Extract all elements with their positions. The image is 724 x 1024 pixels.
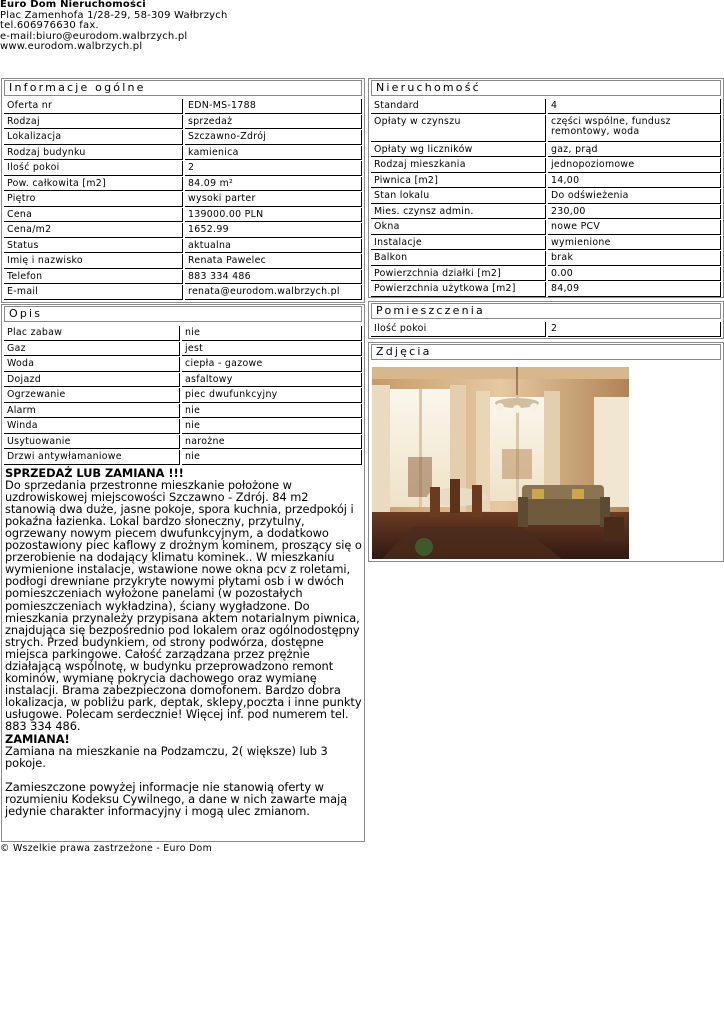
general-info-table [2, 98, 364, 301]
feature-row [4, 357, 362, 372]
field-value: kamienica [185, 146, 362, 161]
agency-email[interactable]: e-mail:biuro@eurodom.walbrzych.pl [0, 30, 188, 42]
field-value: 2 [185, 161, 362, 176]
info-row [4, 161, 362, 176]
property-row [371, 99, 721, 114]
field-value: brak [548, 251, 721, 266]
feature-row [4, 388, 362, 403]
field-label: Mies. czynsz admin. [371, 205, 546, 220]
field-value: aktualna [185, 239, 362, 254]
field-value: części wspólne, fundusz remontowy, woda [548, 115, 721, 142]
field-label: Piwnica [m2] [371, 174, 546, 189]
feature-row [4, 435, 362, 450]
field-value: sprzedaż [185, 115, 362, 130]
field-value: 1652.99 [185, 223, 362, 238]
field-value: 84.09 m² [185, 177, 362, 192]
field-label: Opłaty wg liczników [371, 143, 546, 158]
field-label: Oferta nr [4, 99, 183, 114]
agency-name: Euro Dom Nieruchomości [0, 0, 146, 10]
info-row [4, 130, 362, 145]
field-value: nie [182, 404, 362, 419]
info-row [4, 223, 362, 238]
feature-row [4, 450, 362, 465]
field-value: 14,00 [548, 174, 721, 189]
description-title: Opis [4, 306, 362, 322]
field-label: Plac zabaw [4, 326, 180, 341]
field-value: nowe PCV [548, 220, 721, 235]
field-value: Do odświeżenia [548, 189, 721, 204]
field-label: Ilość pokoi [4, 161, 183, 176]
field-value: narożne [182, 435, 362, 450]
rooms-table [369, 321, 723, 338]
field-label: Opłaty w czynszu [371, 115, 546, 142]
field-label: Piętro [4, 192, 183, 207]
field-label: Lokalizacja [4, 130, 183, 145]
field-value: wymienione [548, 236, 721, 251]
field-value: 230,00 [548, 205, 721, 220]
feature-row [4, 326, 362, 341]
photos-title: Zdjęcia [371, 344, 721, 360]
field-value: asfaltowy [182, 373, 362, 388]
description-panel [1, 304, 365, 842]
field-value: renata@eurodom.walbrzych.pl [185, 285, 362, 300]
field-label: Instalacje [371, 236, 546, 251]
field-value: nie [182, 450, 362, 465]
general-info-title: Informacje ogólne [4, 80, 362, 96]
description-text [2, 466, 364, 818]
field-label: Telefon [4, 270, 183, 285]
field-label: Standard [371, 99, 546, 114]
field-value: EDN-MS-1788 [185, 99, 362, 114]
field-value: Renata Pawelec [185, 254, 362, 269]
field-label: Imię i nazwisko [4, 254, 183, 269]
feature-row [4, 404, 362, 419]
info-row [4, 270, 362, 285]
disclaimer: Zamieszczone powyżej informacje nie stanowią oferty w rozumieniu Kodeksu Cywilnego, a dane w nich zawarte mają jedynie charakter informacyjny i mogą ulec zmianom. [5, 779, 348, 819]
field-label: Alarm [4, 404, 180, 419]
property-row [371, 189, 721, 204]
rooms-panel [368, 301, 724, 339]
general-info-panel [1, 78, 365, 303]
agency-address: Plac Zamenhofa 1/28-29, 58-309 Wałbrzych [0, 9, 228, 21]
field-value: 4 [548, 99, 721, 114]
info-row [4, 146, 362, 161]
field-label: Rodzaj [4, 115, 183, 130]
field-value: 883 334 486 [185, 270, 362, 285]
property-row [371, 220, 721, 235]
agency-header [0, 0, 228, 53]
field-value: 139000.00 PLN [185, 208, 362, 223]
field-value: jednopoziomowe [548, 158, 721, 173]
info-row [4, 115, 362, 130]
info-row [4, 285, 362, 300]
property-row [371, 158, 721, 173]
info-row [4, 239, 362, 254]
features-table [2, 325, 364, 466]
field-value: ciepła - gazowe [182, 357, 362, 372]
field-value: gaz, prąd [548, 143, 721, 158]
field-label: Ogrzewanie [4, 388, 180, 403]
feature-row [4, 419, 362, 434]
field-label: Winda [4, 419, 180, 434]
field-value: piec dwufunkcyjny [182, 388, 362, 403]
property-row [371, 115, 721, 142]
field-label: Powierzchnia działki [m2] [371, 267, 546, 282]
field-label: Stan lokalu [371, 189, 546, 204]
property-row [371, 251, 721, 266]
info-row [4, 192, 362, 207]
description-heading-sale: SPRZEDAŻ LUB ZAMIANA !!! [5, 465, 184, 480]
field-label: Powierzchnia użytkowa [m2] [371, 282, 546, 297]
field-value: 0.00 [548, 267, 721, 282]
description-heading-exchange: ZAMIANA! [5, 731, 70, 746]
property-title: Nieruchomość [371, 80, 721, 96]
info-row [4, 99, 362, 114]
field-value: jest [182, 342, 362, 357]
property-row [371, 205, 721, 220]
field-label: Ilość pokoi [371, 322, 546, 337]
field-label: Dojazd [4, 373, 180, 388]
field-label: Balkon [371, 251, 546, 266]
property-row [371, 174, 721, 189]
property-row [371, 236, 721, 251]
field-value: wysoki parter [185, 192, 362, 207]
field-label: Woda [4, 357, 180, 372]
photos-panel [368, 342, 724, 562]
field-label: Status [4, 239, 183, 254]
info-row [4, 177, 362, 192]
field-value: Szczawno-Zdrój [185, 130, 362, 145]
field-label: Rodzaj mieszkania [371, 158, 546, 173]
property-table [369, 98, 723, 298]
field-value: 84,09 [548, 282, 721, 297]
agency-website[interactable]: www.eurodom.walbrzych.pl [0, 41, 143, 53]
field-label: Okna [371, 220, 546, 235]
rooms-title: Pomieszczenia [371, 303, 721, 319]
feature-row [4, 342, 362, 357]
field-value: nie [182, 326, 362, 341]
room-row [371, 322, 721, 337]
property-panel [368, 78, 724, 298]
field-label: Cena/m2 [4, 223, 183, 238]
agency-phone: tel.606976630 fax. [0, 20, 99, 32]
field-label: Gaz [4, 342, 180, 357]
field-label: Cena [4, 208, 183, 223]
field-label: Pow. całkowita [m2] [4, 177, 183, 192]
field-label: Rodzaj budynku [4, 146, 183, 161]
field-value: nie [182, 419, 362, 434]
property-row [371, 267, 721, 282]
info-row [4, 254, 362, 269]
description-exchange: Zamiana na mieszkanie na Podzamczu, 2( większe) lub 3 pokoje. [5, 743, 328, 770]
property-row [371, 282, 721, 297]
footer-copyright: © Wszelkie prawa zastrzeżone - Euro Dom [0, 843, 213, 854]
feature-row [4, 373, 362, 388]
description-body: Do sprzedania przestronne mieszkanie położone w uzdrowiskowej miejscowości Szczawno - Zdrój. 84 m2 stanowią dwa duże, jasne pokoje, spora kuchnia, przedpokój i pokaźna łazienka. Lokal bardzo słoneczny, przytulny, ogrzewany nowym piecem dwufunkcyjnym, a dodatkowo pozostawiony piec kaflowy z drożnym kominem, proszący się o przerobienie na dodający klimatu kominek.. W mieszkaniu wymienione instalacje, wstawione nowe okna pcv z roletami, podłogi drewniane przykryte nowymi płytami osb i w dwóch pomieszczeniach wyłożone panelami (w pozostałych pomieszczeniach wykładzina), ściany wygładzone. Do mieszkania przynależy przypisana aktem notarialnym piwnica, znajdująca się bezpośrednio pod lokalem oraz ogólnodostępny strych. Przed budynkiem, od strony podwórza, dostępne miejsca parkingowe. Całość zarządzana przez prężnie działającą wspólnotę, w budynku przeprowadzono remont kominów, wymianę pokrycia dachowego oraz wymianę instalacji. Brama zabezpieczona domofonem. Bardzo dobra lokalizacja, w pobliżu park, deptak, sklepy,poczta i inne punkty usługowe. Polecam serdecznie! Więcej inf. pod numerem tel. 883 334 486. [5, 477, 362, 734]
apartment-photo[interactable] [372, 367, 629, 559]
property-row [371, 143, 721, 158]
info-row [4, 208, 362, 223]
field-value: 2 [548, 322, 721, 337]
field-label: Usytuowanie [4, 435, 180, 450]
field-label: E-mail [4, 285, 183, 300]
field-label: Drzwi antywłamaniowe [4, 450, 180, 465]
